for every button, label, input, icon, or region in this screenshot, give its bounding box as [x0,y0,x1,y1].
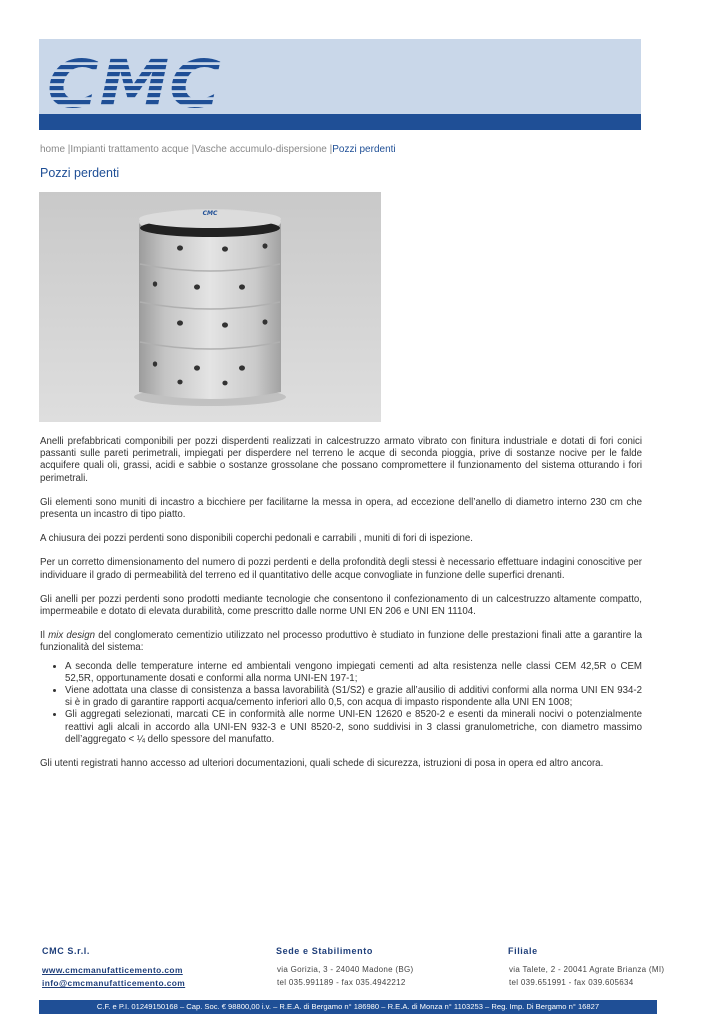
breadcrumb-impianti[interactable]: Impianti trattamento acque [70,144,189,155]
product-image [39,192,381,422]
paragraph: Gli anelli per pozzi perdenti sono prodotti mediante tecnologie che consentono il confezionamento di un calcestruzzo altamente compatto, impermeabile e dotato di elevata durabilità, come prescritto dalle norme UNI EN 206 e UNI EN 11104. [40,593,642,618]
breadcrumb-separator: | [191,144,195,155]
legal-bar: C.F. e P.I. 01249150168 – Cap. Soc. € 98800,00 i.v. – R.E.A. di Bergamo n° 186980 – R.E.A. di Monza n° 1103253 – Reg. Imp. Di Bergamo n° 16827 [39,1000,657,1014]
breadcrumb-separator: | [67,144,71,155]
breadcrumb [40,144,396,155]
paragraph: A chiusura dei pozzi perdenti sono disponibili coperchi pedonali e carrabili , muniti di fori di ispezione. [40,533,473,545]
footer [39,940,665,1016]
breadcrumb-vasche[interactable]: Vasche accumulo-dispersione [194,144,327,155]
footer-headquarters-title: Sede e Stabilimento [276,946,373,956]
paragraph-rest: del conglomerato cementizio utilizzato nel processo produttivo è studiato in funzione delle prestazioni finali atte a garantire la funzionalità del sistema: [40,630,642,654]
list-item: • Viene adottata una classe di consistenza a bassa lavorabilità (S1/S2) e grazie all’ausilio di additivi conformi alla norma UNI EN 934-2 si è in grado di garantire rapporti acqua/cemento inferiori allo 0,5, con acqua di impasto rispondente alla UNI EN 1008; [65,685,642,709]
concrete-well-illustration [39,192,381,422]
header-banner [39,39,641,130]
footer-headquarters-phone: tel 035.991189 - fax 035.4942212 [277,978,406,987]
cmc-logo[interactable]: CMC [45,45,225,117]
paragraph: Per un corretto dimensionamento del numero di pozzi perdenti e della profondità degli stessi è necessario effettuare indagini conoscitive per individuare il grado di permeabilità del terreno ed il quantitativo delle acque convogliate in funzione delle superfici drenanti. [40,557,642,581]
breadcrumb-current: Pozzi perdenti [332,144,396,155]
bullet-list [40,661,642,746]
list-item: • A seconda delle temperature interne ed ambientali vengono impiegati cementi ad alta resistenza nelle classi CEM 42,5R o CEM 52,5R, opportunamente dosati e conformi alla norma UNI-EN 197-1; [65,661,642,685]
footer-company: CMC S.r.l. [42,946,91,956]
paragraph [40,630,642,654]
list-item: • Gli aggregati selezionati, marcati CE in conformità alle norme UNI-EN 12620 e 8520-2 e esenti da minerali nocivi o potenzialmente reattivi agli alcali in accordo alla UNI-EN 932-3 e UNI 8520-2, sono suddivisi in 3 classi granulometriche, con diametro massimo dell’aggregato < ¼ dello spessore del manufatto. [65,709,642,746]
breadcrumb-separator: | [329,144,333,155]
footer-branch-phone: tel 039.651991 - fax 039.605634 [509,978,634,987]
footer-branch-address: via Talete, 2 - 20041 Agrate Brianza (MI) [509,965,665,974]
paragraph: Anelli prefabbricati componibili per pozzi disperdenti realizzati in calcestruzzo armato vibrato con finitura industriale e dotati di fori conici passanti sulle pareti perimetrali, impiegati per disperdere nel terreno le acque di seconda pioggia, prive di sostanze nocive per le falde acquifere quali oli, grassi, acidi e sabbie o sostanze grossolane che possano compromettere il funzionamento del sistema otturando i fori perimetrali. [40,436,642,484]
header-band [39,114,641,130]
footer-headquarters-address: via Gorizia, 3 - 24040 Madone (BG) [277,965,414,974]
well-brand-mark: CMC [202,210,218,217]
paragraph: Gli utenti registrati hanno accesso ad ulteriori documentazioni, quali schede di sicurezza, istruzioni di posa in opera ed altro ancora. [40,758,604,770]
footer-website-link[interactable]: www.cmcmanufatticemento.com [42,965,183,975]
article-body [40,436,642,782]
page-title: Pozzi perdenti [40,166,120,180]
paragraph: Gli elementi sono muniti di incastro a bicchiere per facilitarne la messa in opera, ad eccezione dell’anello di diametro interno 230 cm che presenta un incastro di tipo piatto. [40,496,642,521]
breadcrumb-home[interactable]: home [40,144,66,155]
footer-branch-title: Filiale [508,946,538,956]
mix-design-term: mix design [48,630,95,642]
footer-email-link[interactable]: info@cmcmanufatticemento.com [42,978,186,988]
paragraph-prefix: Il [40,630,49,642]
